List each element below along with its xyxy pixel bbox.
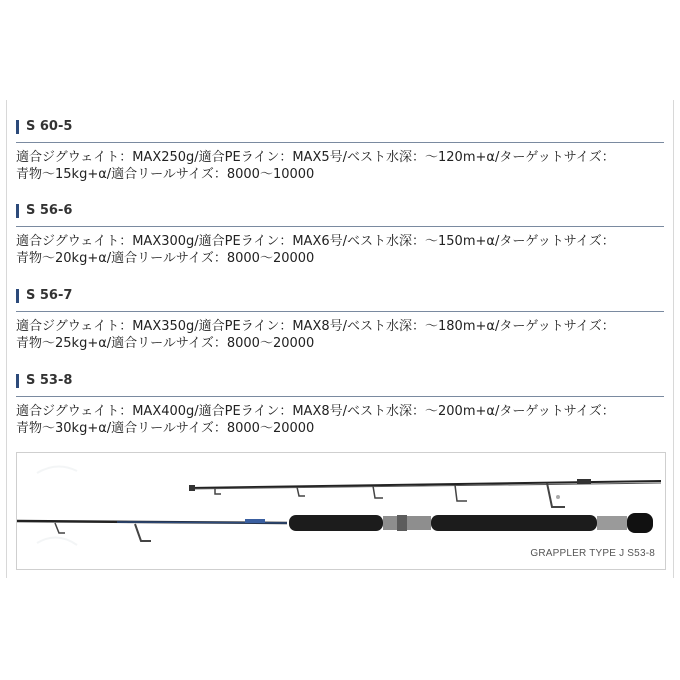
product-caption: GRAPPLER TYPE J S53-8 — [530, 548, 655, 559]
background-watermark — [37, 466, 77, 545]
spec-heading — [16, 202, 664, 222]
heading-accent-bar — [16, 289, 19, 303]
spec-description — [16, 233, 666, 267]
spec-line-1: 適合ジグウェイト：MAX400g/適合PEライン：MAX8号/ベスト水深：〜200m+α/ターゲットサイズ： — [16, 404, 615, 419]
spec-line-2: 青物〜20kg+α/適合リールサイズ：8000〜20000 — [16, 251, 315, 266]
spec-heading — [16, 118, 664, 138]
spec-section — [16, 118, 664, 182]
heading-divider — [16, 142, 664, 143]
butt-cap — [627, 513, 653, 533]
heading-divider — [16, 396, 664, 397]
spec-line-2: 青物〜15kg+α/適合リールサイズ：8000〜10000 — [16, 167, 315, 182]
heading-divider — [16, 226, 664, 227]
spec-section — [16, 372, 664, 436]
rod-tip-section — [189, 479, 661, 507]
model-name: S 56-6 — [26, 203, 73, 218]
heading-accent-bar — [16, 204, 19, 218]
heading-divider — [16, 311, 664, 312]
heading-accent-bar — [16, 120, 19, 134]
spec-heading — [16, 287, 664, 307]
model-name: S 56-7 — [26, 288, 73, 303]
spec-line-2: 青物〜25kg+α/適合リールサイズ：8000〜20000 — [16, 336, 315, 351]
spec-line-1: 適合ジグウェイト：MAX250g/適合PEライン：MAX5号/ベスト水深：〜120m+α/ターゲットサイズ： — [16, 150, 615, 165]
spec-line-1: 適合ジグウェイト：MAX350g/適合PEライン：MAX8号/ベスト水深：〜180m+α/ターゲットサイズ： — [16, 319, 615, 334]
rear-grip — [431, 515, 597, 531]
model-name: S 60-5 — [26, 119, 73, 134]
spec-description — [16, 318, 666, 352]
rod-butt-section — [17, 513, 653, 541]
model-name: S 53-8 — [26, 373, 73, 388]
spec-line-2: 青物〜30kg+α/適合リールサイズ：8000〜20000 — [16, 421, 315, 436]
spec-heading — [16, 372, 664, 392]
product-image — [16, 452, 666, 570]
spec-description — [16, 149, 666, 183]
fore-grip — [289, 515, 383, 531]
heading-accent-bar — [16, 374, 19, 388]
spec-line-1: 適合ジグウェイト：MAX300g/適合PEライン：MAX6号/ベスト水深：〜150m+α/ターゲットサイズ： — [16, 234, 615, 249]
spec-section — [16, 202, 664, 266]
spec-section — [16, 287, 664, 351]
spec-description — [16, 403, 666, 437]
